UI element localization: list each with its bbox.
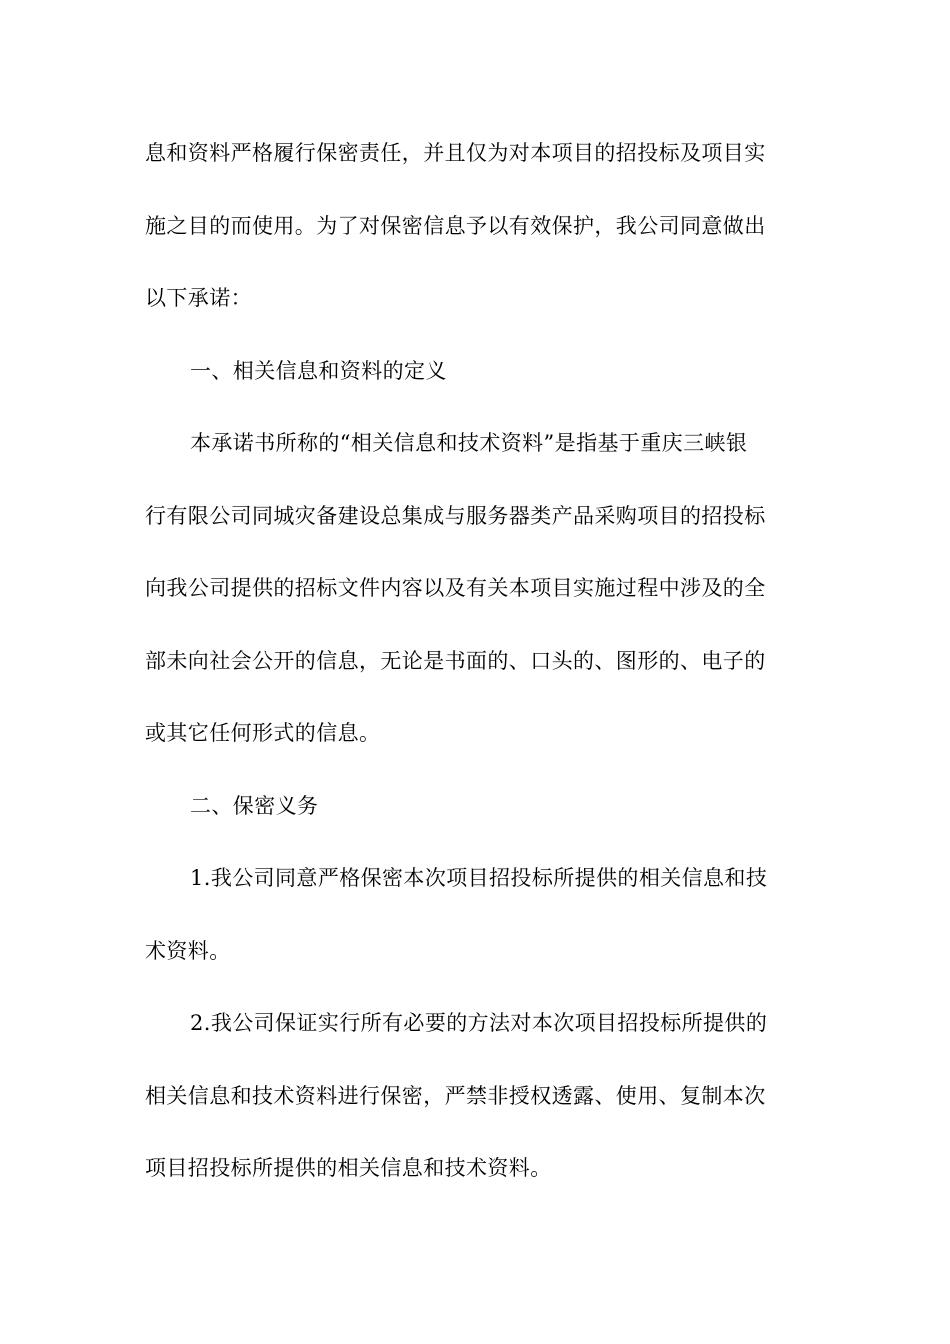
section-heading-definition: 一、相关信息和资料的定义: [190, 358, 447, 383]
text-line-12: 术资料。: [145, 938, 231, 963]
text-line-9: 或其它任何形式的信息。: [145, 721, 381, 745]
text-line-1: 息和资料严格履行保密责任，并且仅为对本项目的招投标及项目实: [145, 141, 766, 165]
text-line-13: 2.我公司保证实行所有必要的方法对本次项目招投标所提供的: [190, 1011, 768, 1035]
text-line-15: 项目招投标所提供的相关信息和技术资料。: [145, 1156, 552, 1180]
text-line-14: 相关信息和技术资料进行保密，严禁非授权透露、使用、复制本次: [145, 1083, 766, 1108]
text-line-11: 1.我公司同意严格保密本次项目招投标所提供的相关信息和技: [190, 866, 768, 890]
text-line-8: 部未向社会公开的信息，无论是书面的、口头的、图形的、电子的: [145, 648, 766, 673]
text-line-2: 施之目的而使用。为了对保密信息予以有效保护，我公司同意做出: [145, 213, 766, 238]
text-line-5: 本承诺书所称的“相关信息和技术资料”是指基于重庆三峡银: [190, 431, 748, 455]
text-line-3: 以下承诺：: [145, 286, 252, 310]
text-line-7: 向我公司提供的招标文件内容以及有关本项目实施过程中涉及的全: [145, 576, 766, 600]
text-line-6: 行有限公司同城灾备建设总集成与服务器类产品采购项目的招投标: [145, 503, 766, 528]
section-heading-obligation: 二、保密义务: [190, 793, 319, 818]
document-page: [145, 117, 805, 1205]
